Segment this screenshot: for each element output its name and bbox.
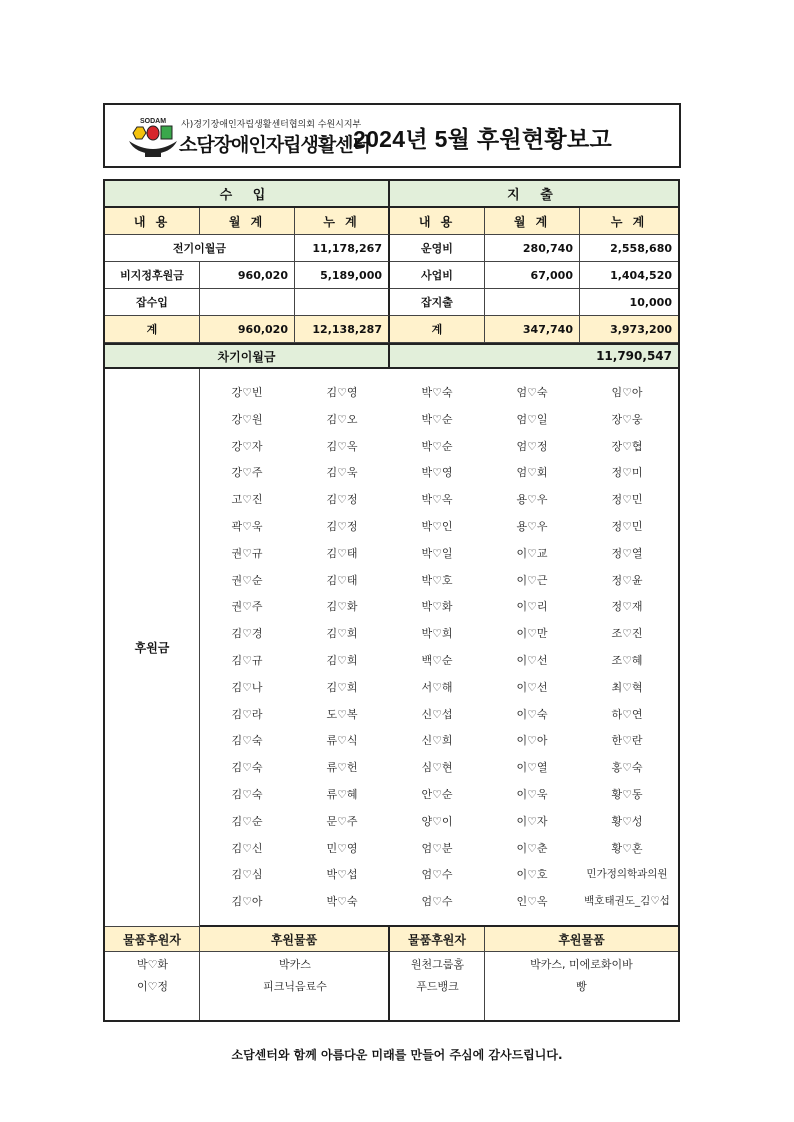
donor-name: 안♡순 bbox=[421, 788, 453, 801]
donor-name: 서♡해 bbox=[421, 680, 453, 694]
income-row-monthly bbox=[200, 289, 295, 316]
expense-row-label: 잡지출 bbox=[390, 289, 485, 316]
donor-name: 조♡혜 bbox=[611, 654, 643, 667]
income-col-content: 내 용 bbox=[105, 208, 200, 235]
goods-donor: 원천그룹홈 bbox=[410, 958, 465, 971]
donor-name: 양♡이 bbox=[421, 814, 453, 828]
donor-name: 박♡일 bbox=[421, 546, 453, 560]
donor-name: 박♡옥 bbox=[421, 493, 453, 507]
expense-col-cumulative: 누 계 bbox=[580, 208, 678, 235]
next-carryover-value: 11,790,547 bbox=[390, 343, 678, 369]
report-table bbox=[103, 179, 680, 1022]
donor-name: 황♡동 bbox=[611, 788, 643, 801]
donor-name: 김♡숙 bbox=[231, 761, 263, 775]
expense-row-monthly bbox=[485, 289, 580, 316]
income-carryover-cumulative: 11,178,267 bbox=[295, 235, 390, 262]
goods-donor-header: 물품후원자 bbox=[105, 927, 200, 952]
donor-name: 김♡옥 bbox=[326, 439, 358, 453]
expense-row-label: 사업비 bbox=[390, 262, 485, 289]
donor-name: 김♡라 bbox=[231, 707, 263, 721]
footer-message: 소담센터와 함께 아름다운 미래를 만들어 주심에 감사드립니다. bbox=[231, 1048, 563, 1062]
donor-name: 고♡진 bbox=[231, 493, 263, 507]
donor-name: 신♡희 bbox=[421, 734, 453, 748]
expense-total-cumulative: 3,973,200 bbox=[580, 316, 678, 343]
donor-name: 박♡희 bbox=[421, 627, 453, 641]
donor-name: 이♡근 bbox=[516, 573, 548, 587]
income-row-label: 비지정후원금 bbox=[105, 262, 200, 289]
donor-name: 이♡열 bbox=[516, 761, 548, 775]
donor-name: 김♡아 bbox=[231, 895, 263, 909]
donor-name: 인♡옥 bbox=[516, 895, 548, 909]
donor-name: 정♡미 bbox=[611, 466, 643, 480]
donor-name: 엄♡분 bbox=[421, 841, 453, 855]
donor-name: 박♡순 bbox=[421, 439, 453, 453]
donor-name: 심♡현 bbox=[421, 761, 453, 775]
donor-name: 김♡태 bbox=[326, 546, 358, 560]
donor-name: 민♡영 bbox=[326, 841, 358, 855]
donor-name: 박♡화 bbox=[421, 600, 453, 614]
donor-name: 정♡민 bbox=[611, 493, 643, 507]
donor-name: 김♡규 bbox=[231, 654, 263, 667]
donor-name: 용♡우 bbox=[516, 520, 548, 533]
donor-name: 김♡숙 bbox=[231, 788, 263, 801]
donor-name: 김♡나 bbox=[231, 680, 263, 694]
donor-name: 장♡협 bbox=[611, 439, 643, 453]
donor-name: 엄♡수 bbox=[421, 868, 453, 882]
donor-name: 이♡선 bbox=[516, 680, 548, 694]
income-total-cumulative: 12,138,287 bbox=[295, 316, 390, 343]
income-section-header: 수 입 bbox=[105, 181, 390, 208]
donor-name: 최♡혁 bbox=[611, 680, 643, 694]
donor-name: 민가정의학과의원 bbox=[586, 868, 668, 881]
expense-row-monthly: 280,740 bbox=[485, 235, 580, 262]
expense-section-header: 지 출 bbox=[390, 181, 678, 208]
donor-name: 엄♡수 bbox=[421, 895, 453, 909]
donor-name: 박♡호 bbox=[421, 573, 453, 587]
donor-name: 조♡진 bbox=[611, 627, 643, 641]
donor-name: 김♡희 bbox=[326, 654, 358, 667]
goods-donor-header: 물품후원자 bbox=[390, 927, 485, 952]
donor-name: 김♡경 bbox=[231, 627, 263, 641]
goods-donor: 푸드뱅크 bbox=[416, 980, 459, 993]
donor-name: 강♡원 bbox=[231, 412, 263, 426]
donor-name: 박♡순 bbox=[421, 412, 453, 426]
income-row-monthly: 960,020 bbox=[200, 262, 295, 289]
donor-name: 김♡영 bbox=[326, 386, 358, 399]
donor-name: 류♡혜 bbox=[326, 788, 358, 801]
donor-name: 류♡헌 bbox=[326, 761, 358, 775]
income-row-cumulative bbox=[295, 289, 390, 316]
donor-name: 김♡신 bbox=[231, 841, 263, 855]
donor-name: 신♡섭 bbox=[421, 707, 453, 721]
organization-name: 소담장애인자립생활센터 bbox=[179, 134, 370, 156]
donor-name: 엄♡일 bbox=[516, 412, 548, 426]
donor-name: 김♡심 bbox=[231, 868, 263, 882]
goods-item: 피크닉음료수 bbox=[263, 980, 327, 993]
goods-donor: 이♡정 bbox=[136, 980, 169, 993]
donor-name: 하♡연 bbox=[611, 707, 643, 721]
donor-name: 김♡화 bbox=[326, 600, 358, 614]
expense-total-monthly: 347,740 bbox=[485, 316, 580, 343]
donor-name: 김♡숙 bbox=[231, 734, 263, 748]
income-row-cumulative: 5,189,000 bbox=[295, 262, 390, 289]
income-col-cumulative: 누 계 bbox=[295, 208, 390, 235]
donor-name: 정♡윤 bbox=[611, 573, 643, 587]
donor-name: 정♡열 bbox=[611, 546, 643, 560]
donor-name: 이♡선 bbox=[516, 654, 548, 667]
goods-item: 빵 bbox=[576, 980, 587, 993]
donor-name: 백호태권도_김♡섭 bbox=[584, 895, 670, 908]
donor-name: 이♡욱 bbox=[516, 788, 548, 801]
sodam-logo bbox=[127, 115, 179, 159]
expense-total-label: 계 bbox=[390, 316, 485, 343]
donor-name: 이♡만 bbox=[516, 627, 548, 641]
donor-name: 홍♡숙 bbox=[611, 761, 643, 775]
donor-name: 권♡순 bbox=[231, 573, 263, 587]
donor-name: 박♡숙 bbox=[326, 895, 358, 909]
expense-row-label: 운영비 bbox=[390, 235, 485, 262]
donor-name: 강♡주 bbox=[231, 466, 263, 480]
donations-label: 후원금 bbox=[105, 369, 200, 927]
donor-name: 이♡아 bbox=[516, 734, 548, 748]
donor-name: 김♡오 bbox=[326, 412, 358, 426]
donor-name: 엄♡숙 bbox=[516, 386, 548, 399]
organization-subtitle: 사)경기장애인자립생활센터협의회 수원시지부 bbox=[181, 120, 362, 130]
donor-name: 김♡정 bbox=[326, 493, 358, 507]
goods-item: 박카스, 미에로화이바 bbox=[530, 958, 633, 971]
donor-name: 박♡영 bbox=[421, 466, 453, 480]
donor-name: 백♡순 bbox=[421, 654, 453, 667]
donor-name: 박♡숙 bbox=[421, 386, 453, 399]
donor-name: 김♡희 bbox=[326, 680, 358, 694]
donor-name: 류♡식 bbox=[326, 734, 358, 748]
donor-name: 황♡혼 bbox=[611, 841, 643, 855]
logo-text: SODAM bbox=[139, 118, 167, 125]
donor-name: 황♡성 bbox=[611, 814, 643, 828]
expense-row-cumulative: 1,404,520 bbox=[580, 262, 678, 289]
goods-donor: 박♡화 bbox=[136, 958, 169, 971]
income-total-monthly: 960,020 bbox=[200, 316, 295, 343]
donor-name: 이♡춘 bbox=[516, 841, 548, 855]
expense-row-monthly: 67,000 bbox=[485, 262, 580, 289]
donor-name: 김♡욱 bbox=[326, 466, 358, 480]
donor-name: 강♡빈 bbox=[231, 386, 263, 399]
expense-col-content: 내 용 bbox=[390, 208, 485, 235]
next-carryover-label: 차기이월금 bbox=[105, 343, 390, 369]
income-col-monthly: 월 계 bbox=[200, 208, 295, 235]
expense-col-monthly: 월 계 bbox=[485, 208, 580, 235]
donor-name: 김♡순 bbox=[231, 814, 263, 828]
donor-name: 이♡교 bbox=[516, 546, 548, 560]
page-title: 2024년 5월 후원현황보고 bbox=[353, 126, 612, 152]
donor-name: 곽♡욱 bbox=[231, 520, 263, 533]
goods-item-header: 후원물품 bbox=[200, 927, 390, 952]
donor-name: 문♡주 bbox=[326, 814, 358, 828]
goods-item: 박카스 bbox=[279, 958, 311, 971]
donor-name: 김♡희 bbox=[326, 627, 358, 641]
expense-row-cumulative: 10,000 bbox=[580, 289, 678, 316]
donor-name: 정♡재 bbox=[611, 600, 643, 614]
income-row-label: 잡수입 bbox=[105, 289, 200, 316]
donor-name: 권♡주 bbox=[231, 600, 263, 614]
donor-name: 정♡민 bbox=[611, 520, 643, 533]
report-header bbox=[103, 103, 681, 168]
income-total-label: 계 bbox=[105, 316, 200, 343]
donor-name: 임♡아 bbox=[611, 386, 643, 399]
donor-name: 엄♡정 bbox=[516, 439, 548, 453]
income-carryover-label: 전기이월금 bbox=[105, 235, 295, 262]
donor-name: 도♡복 bbox=[326, 707, 358, 721]
donor-name: 이♡숙 bbox=[516, 707, 548, 721]
donor-name: 권♡규 bbox=[231, 546, 263, 560]
donor-name: 강♡자 bbox=[231, 439, 263, 453]
donor-name: 김♡정 bbox=[326, 520, 358, 533]
donor-name: 장♡웅 bbox=[611, 412, 643, 426]
donor-name: 박♡인 bbox=[421, 520, 453, 533]
donor-name: 이♡자 bbox=[516, 814, 548, 828]
donor-name: 한♡란 bbox=[611, 734, 643, 748]
donor-name: 김♡태 bbox=[326, 573, 358, 587]
goods-item-header: 후원물품 bbox=[485, 927, 678, 952]
donor-name: 이♡리 bbox=[516, 600, 548, 614]
donor-name: 이♡호 bbox=[516, 868, 548, 882]
donor-name: 박♡섭 bbox=[326, 868, 358, 882]
expense-row-cumulative: 2,558,680 bbox=[580, 235, 678, 262]
donor-name: 용♡우 bbox=[516, 493, 548, 507]
donor-name: 엄♡회 bbox=[516, 466, 548, 480]
